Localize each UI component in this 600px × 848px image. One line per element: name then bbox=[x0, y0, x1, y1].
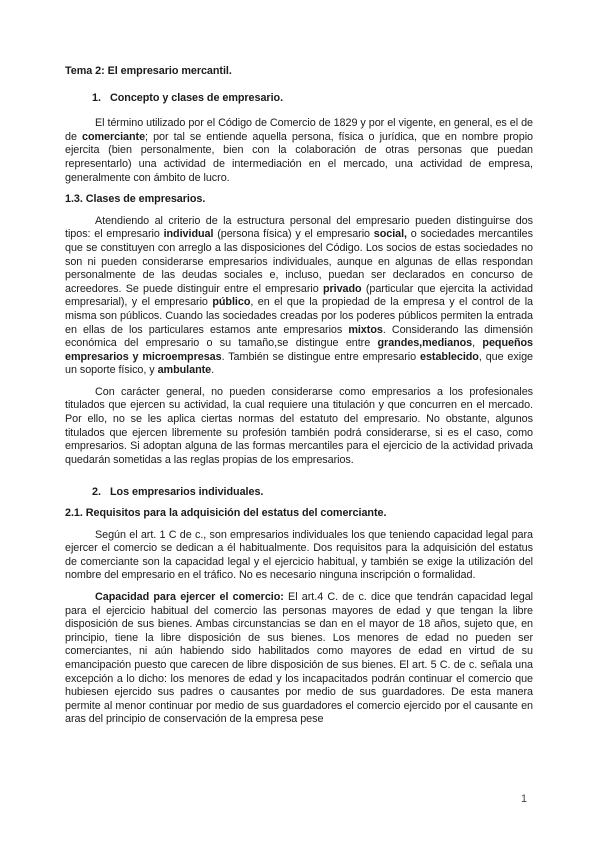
heading-text: Concepto y clases de empresario. bbox=[110, 91, 284, 104]
document-body bbox=[65, 65, 533, 735]
paragraph-profesionales: Con carácter general, no pueden considerarse como empresarios a los profesionales titulados que ejercen su actividad, la cual requiere una titulación y que concurren en el mercado. Por ello, no se les aplica ciertas normas del estatuto del empresario. No obstante, algunos titulados que ejercen libremente su profesión también podrá considerarse, si es el caso, como empresarios. Si adoptan alguna de las formas mercantiles para el ejercicio de la actividad privada quedarán sometidas a las reglas propias de los empresarios. bbox=[65, 385, 533, 466]
heading-empresarios-individuales bbox=[65, 486, 533, 500]
heading-clases-empresarios: 1.3. Clases de empresarios. bbox=[65, 193, 206, 206]
heading-number: 1. bbox=[92, 91, 101, 104]
document-title: Tema 2: El empresario mercantil. bbox=[65, 65, 232, 77]
paragraph-requisitos: Según el art. 1 C de c., son empresarios individuales los que teniendo capacidad legal para ejercer el comercio se dedican a él habitualmente. Dos requisitos para la adquisición del estatus de comerciante son la capacidad legal y el ejercicio habitual, y también se exige la utilización del nombre del empresario en el tráfico. No es necesario ninguna inscripción o formalidad. bbox=[65, 528, 533, 582]
paragraph-clases: Atendiendo al criterio de la estructura personal del empresario pueden distinguirse dos tipos: el empresario individual (persona física) y el empresario social, o sociedades mercantiles que se constituyen con arreglo a las disposiciones del Código. Los socios de estas sociedades no son ni pueden considerarse empresarios individuales, aunque en algunas de ellas respondan personalmente de las deudas sociales e, incluso, puedan ser declarados en concurso de acreedores. Se puede distinguir entre el empresario privado (particular que ejercita la actividad empresarial), y el empresario público, en el que la propiedad de la empresa y el control de la misma son públicos. Cuando las sociedades creadas por los poderes públicos permiten la entrada en ellas de los particulares estamos ante empresarios mixtos. Considerando las dimensión económica del empresario o su tamaño,se distingue entre grandes,medianos, pequeños empresarios y microempresas. También se distingue entre empresario establecido, que exige un soporte físico, y ambulante. bbox=[65, 214, 534, 377]
heading-number: 2. bbox=[92, 486, 101, 499]
paragraph-capacidad: Capacidad para ejercer el comercio: El art.4 C. de c. dice que tendrán capacidad legal para el ejercicio habitual del comercio las personas mayores de edad y que tengan la libre disposición de sus bienes. Ambas circunstancias se dan en el mayor de 18 años, sujeto que, en principio, tiene la libre disposición de sus bienes. Los menores de edad no pueden ser comerciantes, ni aún habiendo sido habilitados como mayores de edad en virtud de su emancipación puesto que carecen de libre disposición de sus bienes. El art. 5 C. de c. señala una excepción a lo dicho: los menores de edad y los incapacitados podrán continuar el comercio que hubiesen ejercido sus padres o causantes por medio de sus guardadores. De esta manera permite al menor continuar por medio de sus guardadores el comercio ejercido por el causante en aras del principio de conservación de la empresa pese bbox=[65, 591, 533, 726]
heading-requisitos-comerciante: 2.1. Requisitos para la adquisición del estatus del comerciante. bbox=[65, 507, 387, 520]
heading-text: Los empresarios individuales. bbox=[110, 486, 264, 499]
paragraph-concepto: El término utilizado por el Código de Comercio de 1829 y por el vigente, en general, es el de de comerciante; por tal se entiende aquella persona, física o jurídica, que en nombre propio ejercita (bien personalmente, bien con la colaboración de otras personas que puedan representarlo) una actividad de intermediación en el mercado, una actividad de empresa, generalmente con ámbito de lucro. bbox=[65, 117, 533, 184]
heading-concepto-clases bbox=[65, 92, 533, 106]
page-number: 1 bbox=[521, 793, 527, 805]
